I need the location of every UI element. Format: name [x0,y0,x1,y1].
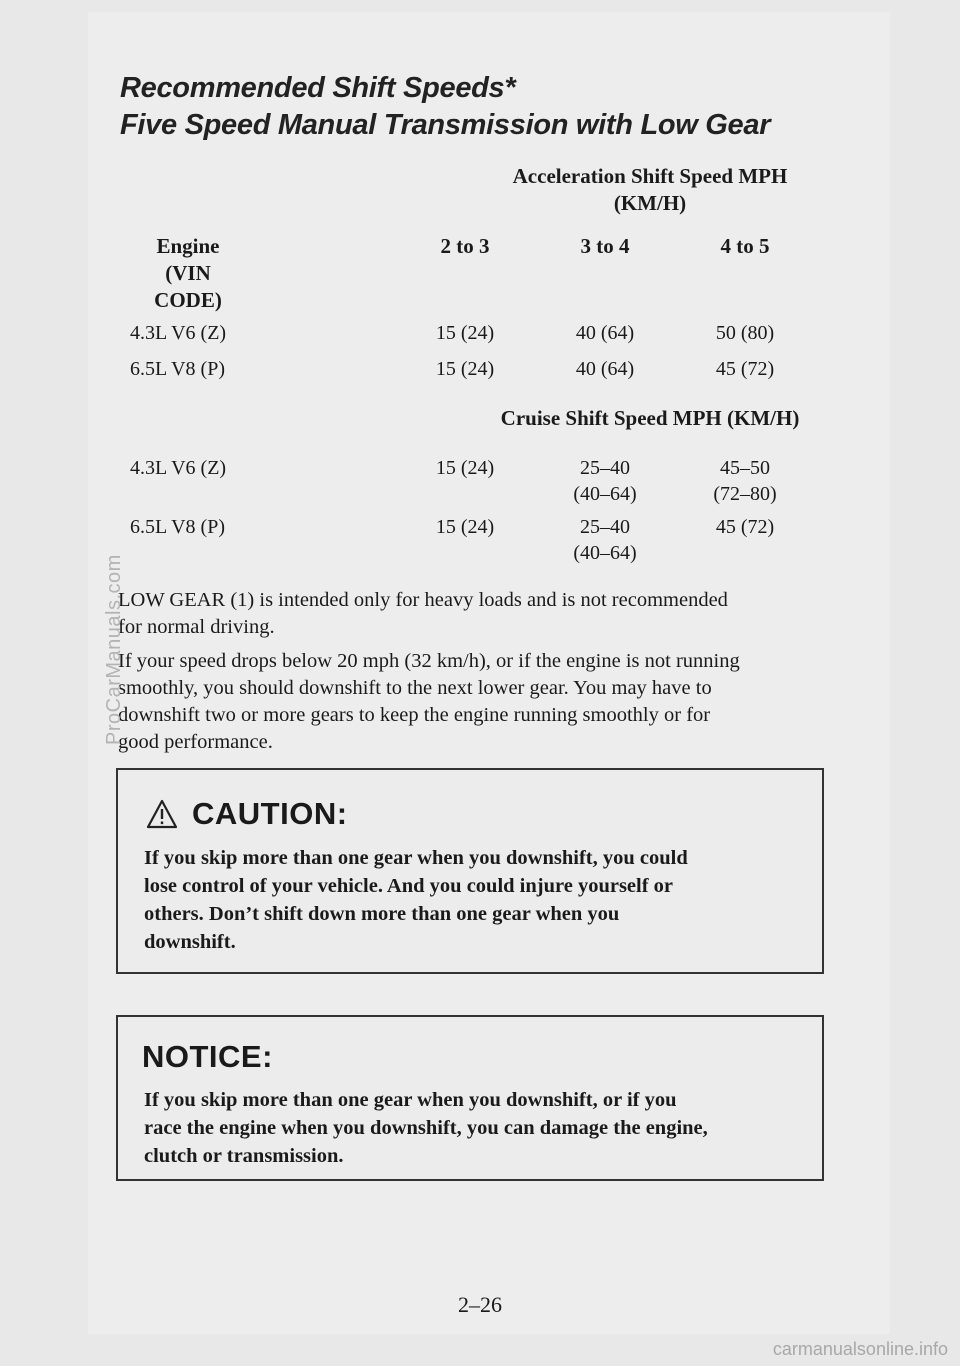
cruise-row-1-3to4-mph: 25–40 [580,457,630,479]
acceleration-caption [465,163,835,217]
column-header-4to5: 4 to 5 [720,234,770,258]
cruise-row-1-4to5-mph: 45–50 [720,457,770,479]
accel-row-1-engine: 4.3L V6 (Z) [130,322,227,344]
acceleration-caption-line1: Acceleration Shift Speed MPH [512,164,788,188]
cruise-row-2-4to5 [680,514,810,540]
notice-title: NOTICE: [142,1039,273,1074]
page-title: Recommended Shift Speeds* [120,72,516,104]
cruise-row-1-4to5-kmh: (72–80) [713,483,777,505]
notice-line-2: race the engine when you downshift, you can damage the engine, [144,1117,708,1139]
accel-row-1-4to5: 50 (80) [715,322,775,344]
cruise-row-2-2to3: 15 (24) [435,516,495,538]
cruise-caption: Cruise Shift Speed MPH (KM/H) [500,406,800,430]
engine-column-header [128,233,248,314]
notice-line-3: clutch or transmission. [144,1145,344,1167]
low-gear-paragraph [118,587,838,641]
caution-title: CAUTION: [192,796,348,831]
caution-line-1: If you skip more than one gear when you downshift, you could [144,847,688,869]
notice-heading [142,1039,273,1075]
caution-heading [146,796,348,832]
low-gear-line-1: LOW GEAR (1) is intended only for heavy loads and is not recommended [118,589,728,611]
downshift-line-2: smoothly, you should downshift to the next lower gear. You may have to [118,677,712,699]
accel-row-2-3to4: 40 (64) [575,358,635,380]
accel-row-1-3to4: 40 (64) [575,322,635,344]
engine-header-line3: CODE) [154,288,222,312]
cruise-row-1-2to3: 15 (24) [435,457,495,479]
caution-line-2: lose control of your vehicle. And you could injure yourself or [144,875,674,897]
warning-triangle-icon [146,799,178,829]
downshift-line-3: downshift two or more gears to keep the engine running smoothly or for [118,704,711,726]
cruise-row-2-3to4-kmh: (40–64) [573,542,637,564]
caution-line-4: downshift. [144,931,236,953]
cruise-row-1-4to5 [680,455,810,507]
cruise-row-1-3to4-kmh: (40–64) [573,483,637,505]
side-watermark: ProCarManuals.com [103,554,125,745]
accel-row-1-2to3: 15 (24) [435,322,495,344]
engine-header-line2: (VIN [165,261,211,285]
bottom-watermark: carmanualsonline.info [772,1339,948,1359]
cruise-row-1-engine: 4.3L V6 (Z) [130,457,227,479]
cruise-row-1-3to4 [540,455,670,507]
engine-header-line1: Engine [156,234,220,258]
caution-box [116,768,824,974]
downshift-line-1: If your speed drops below 20 mph (32 km/h), or if the engine is not running [118,650,740,672]
page-number: 2–26 [458,1292,502,1317]
column-header-2to3: 2 to 3 [440,234,490,258]
accel-row-2-2to3: 15 (24) [435,358,495,380]
cruise-row-2-engine: 6.5L V8 (P) [130,516,225,538]
column-header-3to4: 3 to 4 [580,234,630,258]
notice-box [116,1015,824,1181]
downshift-line-4: good performance. [118,731,273,753]
cruise-row-2-3to4-mph: 25–40 [580,516,630,538]
cruise-row-2-4to5-mph: 45 (72) [715,516,775,538]
accel-row-2-4to5: 45 (72) [715,358,775,380]
downshift-paragraph [118,648,848,756]
acceleration-caption-line2: (KM/H) [613,191,687,215]
notice-line-1: If you skip more than one gear when you downshift, or if you [144,1089,677,1111]
accel-row-2-engine: 6.5L V8 (P) [130,358,225,380]
page-subtitle: Five Speed Manual Transmission with Low Gear [120,109,771,141]
caution-line-3: others. Don’t shift down more than one gear when you [144,903,620,925]
caution-text [144,844,804,956]
cruise-row-2-3to4 [540,514,670,566]
low-gear-line-2: for normal driving. [118,616,275,638]
notice-text [144,1086,814,1170]
